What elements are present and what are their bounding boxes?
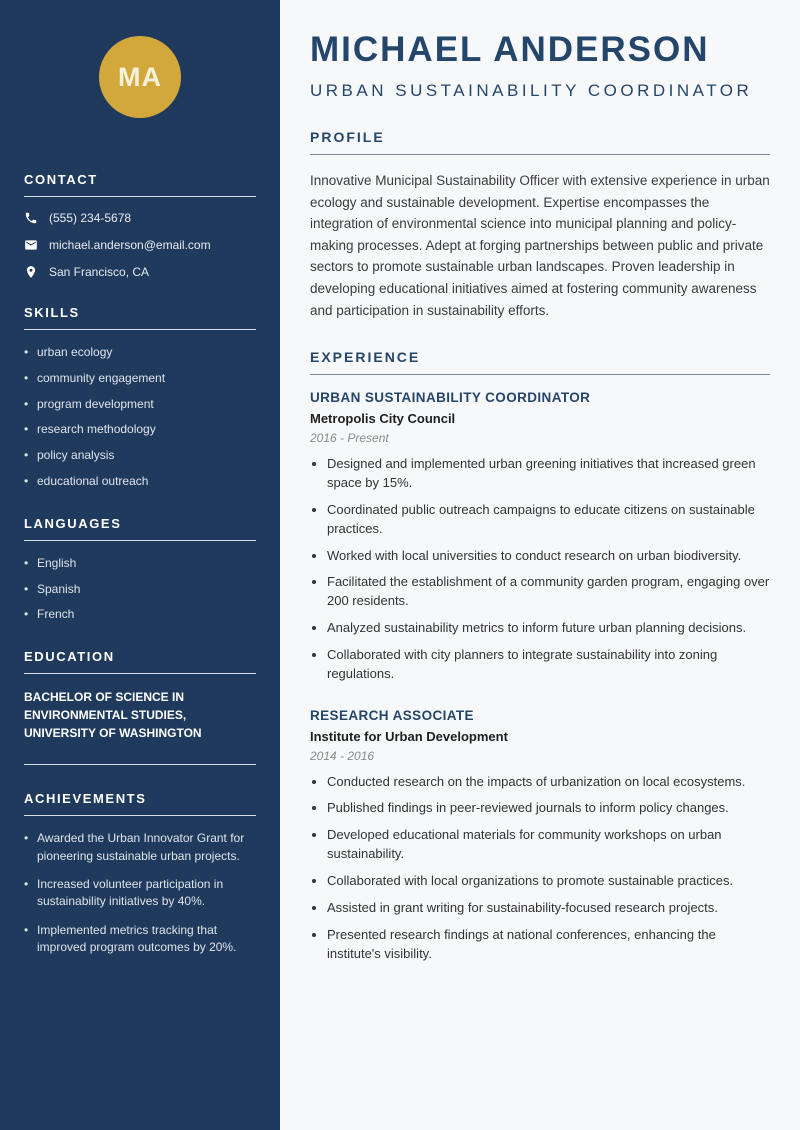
location-pin-icon bbox=[24, 265, 38, 279]
contact-location-row bbox=[24, 265, 256, 279]
language-item: • English bbox=[24, 555, 256, 572]
candidate-job-title: URBAN SUSTAINABILITY COORDINATOR bbox=[310, 81, 753, 100]
experience-section bbox=[310, 349, 770, 963]
experience-entry bbox=[310, 390, 770, 683]
sidebar bbox=[0, 0, 280, 1130]
job-bullet: • Worked with local universities to conduct research on urban biodiversity. bbox=[327, 547, 770, 566]
job-bullet: • Coordinated public outreach campaigns to educate citizens on sustainable practices. bbox=[327, 501, 770, 539]
skill-item: • policy analysis bbox=[24, 447, 256, 464]
achievement-item: • Awarded the Urban Innovator Grant for pioneering sustainable urban projects. bbox=[24, 830, 256, 865]
language-item: • Spanish bbox=[24, 581, 256, 598]
job-bullet: • Collaborated with local organizations to promote sustainable practices. bbox=[327, 872, 770, 891]
languages-list bbox=[24, 555, 256, 623]
skills-section bbox=[24, 305, 256, 490]
avatar bbox=[99, 36, 181, 118]
job-role: URBAN SUSTAINABILITY COORDINATOR bbox=[310, 390, 591, 406]
job-role: RESEARCH ASSOCIATE bbox=[310, 707, 474, 723]
skills-list bbox=[24, 344, 256, 490]
profile-section bbox=[310, 129, 770, 321]
skill-item: • research methodology bbox=[24, 421, 256, 438]
job-bullet: • Conducted research on the impacts of urbanization on local ecosystems. bbox=[327, 773, 770, 792]
job-dates: 2016 - Present bbox=[310, 431, 389, 446]
job-company: Metropolis City Council bbox=[310, 411, 456, 427]
job-bullet: • Facilitated the establishment of a community garden program, engaging over 200 residents. bbox=[327, 573, 770, 611]
achievement-item: • Increased volunteer participation in sustainability initiatives by 40%. bbox=[24, 876, 256, 911]
achievements-section bbox=[24, 791, 256, 956]
job-bullet-list bbox=[310, 455, 770, 683]
job-company: Institute for Urban Development bbox=[310, 728, 508, 744]
email-icon bbox=[24, 238, 38, 252]
skills-section-title: SKILLS bbox=[24, 305, 256, 330]
job-bullet: • Presented research findings at national conferences, enhancing the institute's visibility. bbox=[327, 926, 770, 964]
skill-item: • community engagement bbox=[24, 370, 256, 387]
job-bullet: • Designed and implemented urban greening initiatives that increased green space by 15%. bbox=[327, 455, 770, 493]
experience-section-title: EXPERIENCE bbox=[310, 349, 770, 375]
candidate-name: MICHAEL ANDERSON bbox=[310, 30, 710, 69]
skill-item: • urban ecology bbox=[24, 344, 256, 361]
contact-phone-value: (555) 234-5678 bbox=[49, 211, 132, 225]
profile-section-title: PROFILE bbox=[310, 129, 770, 155]
education-degree: BACHELOR OF SCIENCE IN ENVIRONMENTAL STUDIES, UNIVERSITY OF WASHINGTON bbox=[24, 688, 256, 765]
achievements-list bbox=[24, 830, 256, 956]
job-bullet: • Collaborated with city planners to integrate sustainability into zoning regulations. bbox=[327, 646, 770, 684]
contact-phone-row bbox=[24, 211, 256, 225]
achievements-section-title: ACHIEVEMENTS bbox=[24, 791, 256, 816]
job-bullet-list bbox=[310, 773, 770, 964]
job-dates: 2014 - 2016 bbox=[310, 748, 375, 763]
contact-email-value: michael.anderson@email.com bbox=[49, 238, 211, 252]
phone-icon bbox=[24, 211, 38, 225]
contact-email-row bbox=[24, 238, 256, 252]
contact-section-title: CONTACT bbox=[24, 172, 256, 197]
education-section-title: EDUCATION bbox=[24, 649, 256, 674]
skill-item: • program development bbox=[24, 396, 256, 413]
skill-item: • educational outreach bbox=[24, 473, 256, 490]
language-item: • French bbox=[24, 606, 256, 623]
languages-section-title: LANGUAGES bbox=[24, 516, 256, 541]
job-bullet: • Published findings in peer-reviewed journals to inform policy changes. bbox=[327, 799, 770, 818]
profile-text: Innovative Municipal Sustainability Officer with extensive experience in urban ecology and sustainable development. Expertise encompasses the integration of environmental science into municipal planning and policy-making processes. Adept at forging partnerships between public and private sectors to promote sustainable urban landscapes. Proven leadership in developing educational initiatives aimed at fostering community awareness and participation in sustainability efforts. bbox=[310, 173, 770, 318]
contact-location-value: San Francisco, CA bbox=[49, 265, 150, 279]
main-content bbox=[280, 0, 800, 1130]
contact-section bbox=[24, 172, 256, 279]
education-section bbox=[24, 649, 256, 765]
experience-entry bbox=[310, 708, 770, 964]
achievement-item: • Implemented metrics tracking that improved program outcomes by 20%. bbox=[24, 922, 256, 957]
avatar-initials: MA bbox=[118, 61, 162, 92]
job-bullet: • Assisted in grant writing for sustainability-focused research projects. bbox=[327, 899, 770, 918]
job-bullet: • Developed educational materials for community workshops on urban sustainability. bbox=[327, 826, 770, 864]
job-bullet: • Analyzed sustainability metrics to inform future urban planning decisions. bbox=[327, 619, 770, 638]
languages-section bbox=[24, 516, 256, 623]
